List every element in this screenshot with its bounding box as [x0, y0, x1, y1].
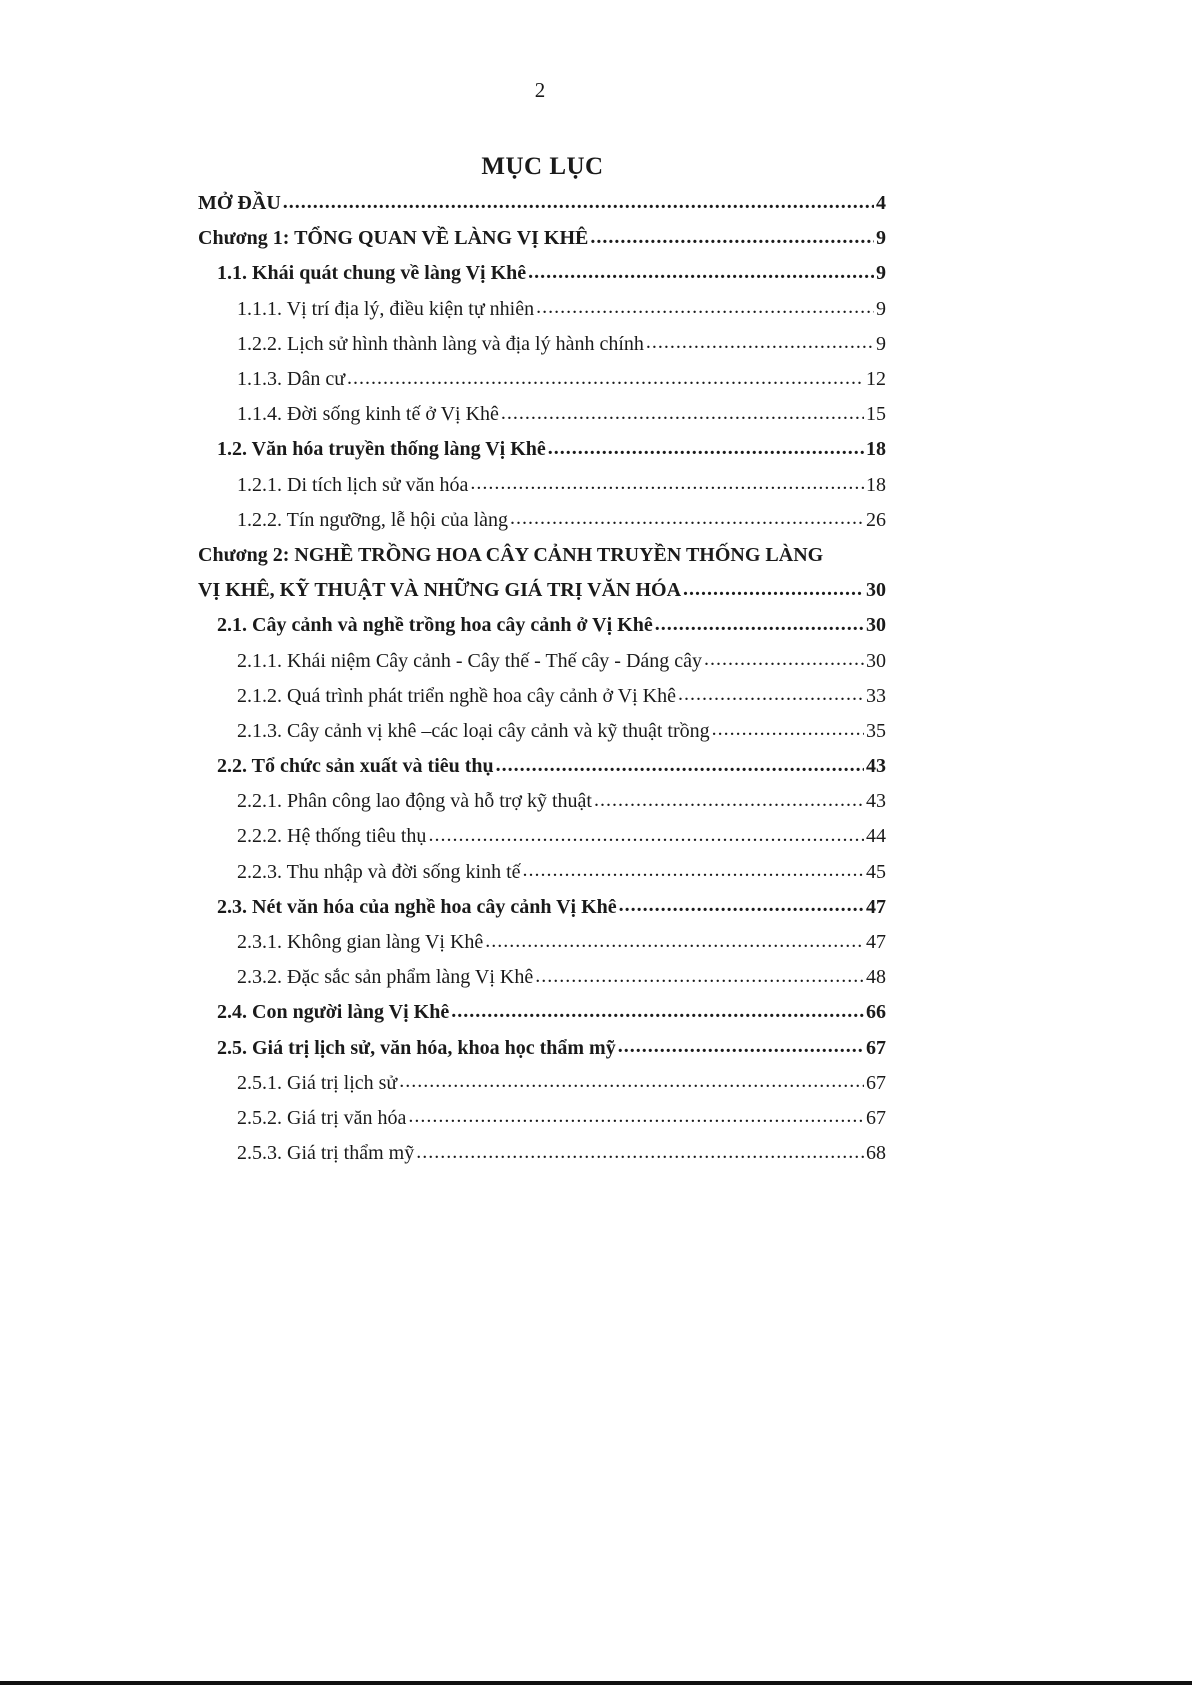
toc-entry-page: 30 [866, 649, 886, 672]
toc-entry-page: 30 [866, 614, 886, 637]
toc-entry[interactable] [198, 1136, 886, 1171]
toc-entry-page: 35 [866, 719, 886, 742]
toc-entry-page: 67 [866, 1106, 886, 1129]
toc-entry[interactable] [198, 1066, 886, 1101]
toc-entry[interactable] [198, 890, 886, 925]
toc-entry-page: 66 [866, 1001, 886, 1024]
toc-entry-text: 2.1.1. Khái niệm Cây cảnh - Cây thế - Thế cây - Dáng cây [237, 649, 703, 672]
dot-leader [528, 262, 874, 282]
toc-entry-page: 15 [866, 403, 886, 426]
toc-entry[interactable] [198, 468, 886, 503]
toc-entry-page: 67 [866, 1036, 886, 1059]
toc-entry-page: 12 [866, 368, 886, 391]
toc-entry-text: 2.2.2. Hệ thống tiêu thụ [237, 825, 427, 848]
dot-leader [536, 297, 874, 317]
toc-entry[interactable] [198, 397, 886, 432]
toc-entry-text: 2.5. Giá trị lịch sử, văn hóa, khoa học thẩm mỹ [217, 1036, 616, 1059]
page-number: 2 [534, 78, 546, 102]
dot-leader [590, 227, 874, 247]
toc-entry-chapter2-line1[interactable] [198, 538, 886, 573]
toc-entry-text: 2.3.1. Không gian làng Vị Khê [237, 931, 484, 954]
dot-leader [535, 966, 864, 986]
toc-entry-page: 9 [876, 227, 886, 250]
toc-entry[interactable] [198, 503, 886, 538]
toc-entry-text: 2.3.2. Đặc sắc sản phẩm làng Vị Khê [237, 966, 534, 989]
dot-leader [594, 790, 864, 810]
toc-entry[interactable] [198, 714, 886, 749]
dot-leader [451, 1001, 864, 1021]
toc-entry-text: 1.1.1. Vị trí địa lý, điều kiện tự nhiên [237, 297, 535, 320]
toc-entry[interactable] [198, 925, 886, 960]
toc-entry-text: 1.2.1. Di tích lịch sử văn hóa [237, 473, 469, 496]
toc-entry-text: Chương 1: TỔNG QUAN VỀ LÀNG VỊ KHÊ [198, 227, 589, 250]
toc-entry[interactable] [198, 749, 886, 784]
toc-entry-text: 1.1.4. Đời sống kinh tế ở Vị Khê [237, 403, 499, 426]
toc-entry-page: 47 [866, 931, 886, 954]
dot-leader [655, 614, 864, 634]
toc-entry-page: 30 [866, 579, 886, 602]
toc-entry-page: 44 [866, 825, 886, 848]
toc-entry-page: 43 [866, 755, 886, 778]
dot-leader [646, 332, 874, 352]
dot-leader [347, 368, 864, 388]
dot-leader [428, 825, 864, 845]
toc-entry-text: MỞ ĐẦU [198, 192, 281, 215]
toc-entry-page: 43 [866, 790, 886, 813]
toc-entry-text: 1.1. Khái quát chung về làng Vị Khê [217, 262, 527, 285]
dot-leader [399, 1071, 864, 1091]
toc-entry-text: 2.2. Tổ chức sản xuất và tiêu thụ [217, 755, 494, 778]
toc-entry-text: 2.4. Con người làng Vị Khê [217, 1001, 450, 1024]
toc-entry[interactable] [198, 362, 886, 397]
toc-entry-page: 9 [876, 297, 886, 320]
toc-entry-text: 2.1.2. Quá trình phát triển nghề hoa cây cảnh ở Vị Khê [237, 684, 676, 707]
toc-entry[interactable] [198, 995, 886, 1030]
toc-entry[interactable] [198, 679, 886, 714]
toc-entry-text: 1.2. Văn hóa truyền thống làng Vị Khê [217, 438, 546, 461]
table-of-contents [198, 186, 886, 1171]
dot-leader [618, 1036, 864, 1056]
toc-entry-text: VỊ KHÊ, KỸ THUẬT VÀ NHỮNG GIÁ TRỊ VĂN HÓA [198, 579, 682, 602]
toc-entry-page: 18 [866, 438, 886, 461]
toc-entry[interactable] [198, 1101, 886, 1136]
dot-leader [704, 649, 864, 669]
toc-entry[interactable] [198, 327, 886, 362]
toc-entry-text: 2.2.3. Thu nhập và đời sống kinh tế [237, 860, 521, 883]
toc-title: MỤC LỤC [481, 153, 604, 180]
toc-entry-text: 1.2.2. Lịch sử hình thành làng và địa lý hành chính [237, 332, 644, 355]
toc-entry-text: 2.5.2. Giá trị văn hóa [237, 1106, 407, 1129]
dot-leader [683, 579, 864, 599]
toc-entry-page: 33 [866, 684, 886, 707]
toc-entry-page: 47 [866, 895, 886, 918]
toc-entry-page: 9 [876, 262, 886, 285]
toc-entry[interactable] [198, 221, 886, 256]
dot-leader [283, 192, 874, 212]
toc-entry-text: 1.2.2. Tín ngưỡng, lễ hội của làng [237, 508, 509, 531]
dot-leader [470, 473, 864, 493]
toc-entry-text: Chương 2: NGHỀ TRỒNG HOA CÂY CẢNH TRUYỀN THỐNG LÀNG [198, 543, 824, 566]
toc-entry-text: 2.5.1. Giá trị lịch sử [237, 1071, 398, 1094]
dot-leader [510, 508, 864, 528]
toc-entry-page: 26 [866, 508, 886, 531]
toc-entry-page: 18 [866, 473, 886, 496]
toc-entry[interactable] [198, 292, 886, 327]
dot-leader [712, 719, 864, 739]
toc-entry-page: 4 [876, 192, 886, 215]
dot-leader [496, 755, 864, 775]
toc-entry-text: 2.2.1. Phân công lao động và hỗ trợ kỹ thuật [237, 790, 592, 813]
toc-entry-page: 45 [866, 860, 886, 883]
toc-entry-text: 2.1. Cây cảnh và nghề trồng hoa cây cảnh ở Vị Khê [217, 614, 653, 637]
toc-entry[interactable] [198, 608, 886, 643]
toc-entry-text: 1.1.3. Dân cư [237, 368, 346, 391]
toc-entry[interactable] [198, 432, 886, 467]
toc-entry[interactable] [198, 186, 886, 221]
toc-entry[interactable] [198, 256, 886, 291]
toc-entry[interactable] [198, 960, 886, 995]
toc-entry[interactable] [198, 784, 886, 819]
dot-leader [619, 895, 864, 915]
dot-leader [548, 438, 864, 458]
toc-entry[interactable] [198, 819, 886, 854]
dot-leader [485, 931, 864, 951]
dot-leader [501, 403, 864, 423]
toc-entry[interactable] [198, 643, 886, 678]
toc-entry-page: 48 [866, 966, 886, 989]
toc-entry-page: 67 [866, 1071, 886, 1094]
toc-entry[interactable] [198, 855, 886, 890]
toc-entry-text: 2.1.3. Cây cảnh vị khê –các loại cây cảnh và kỹ thuật trồng [237, 719, 710, 742]
toc-entry-text: 2.5.3. Giá trị thẩm mỹ [237, 1142, 415, 1165]
toc-entry[interactable] [198, 1031, 886, 1066]
dot-leader [678, 684, 864, 704]
dot-leader [523, 860, 864, 880]
toc-entry[interactable] [198, 573, 886, 608]
toc-entry-text: 2.3. Nét văn hóa của nghề hoa cây cảnh Vị Khê [217, 895, 617, 918]
page-bottom-edge [0, 1681, 1192, 1685]
dot-leader [416, 1142, 864, 1162]
toc-entry-page: 9 [876, 332, 886, 355]
dot-leader [408, 1106, 864, 1126]
toc-entry-page: 68 [866, 1142, 886, 1165]
